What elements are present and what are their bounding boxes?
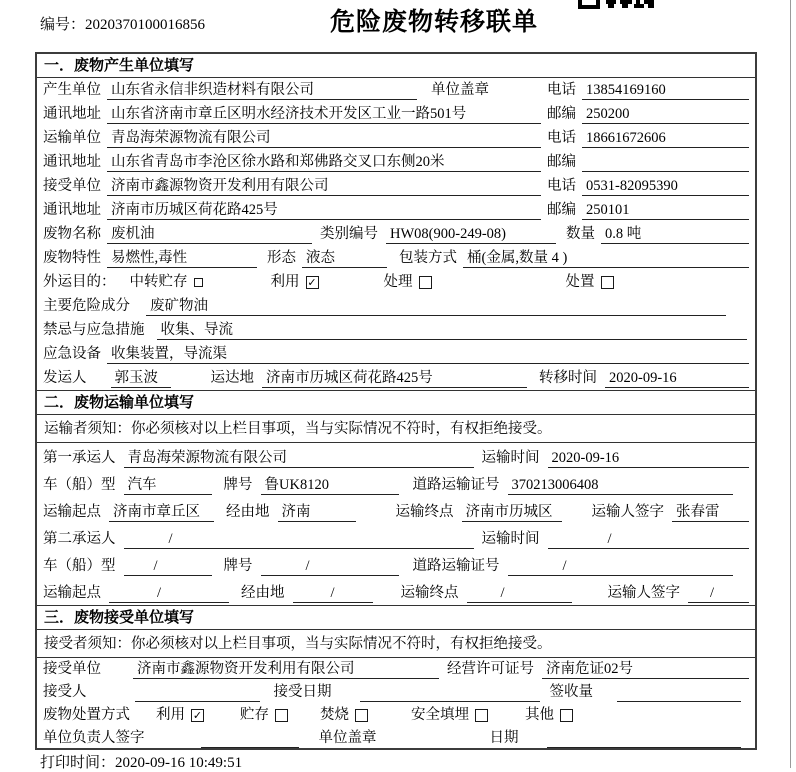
checkbox-label: 利用: [156, 707, 185, 723]
print-time-value: 2020-09-16 10:49:51: [115, 755, 243, 771]
form-row: [37, 470, 755, 497]
field-value: 青岛海荣源物流有限公司: [124, 448, 474, 468]
field-value-blank: [360, 682, 540, 702]
form-section: [37, 390, 755, 605]
checkbox-unchecked-icon: [275, 709, 288, 722]
field-label: 运输时间: [481, 450, 540, 466]
form-row: [37, 150, 755, 174]
field-label: 签收量: [549, 684, 593, 700]
checkbox-label: 其他: [525, 707, 554, 723]
field-label: 电话: [547, 178, 576, 194]
form-section: [37, 605, 755, 750]
checkbox-label: 处置: [565, 274, 595, 290]
doc-number-label: 编号：: [40, 17, 86, 33]
field-value: /: [467, 583, 572, 603]
field-value: /: [293, 583, 373, 603]
field-label: 邮编: [547, 202, 576, 218]
field-label: 道路运输证号: [412, 477, 500, 493]
form-row: [37, 246, 755, 270]
form-row: [37, 497, 755, 524]
field-label: 运输时间: [481, 531, 540, 547]
field-value: /: [261, 556, 399, 576]
checkbox-label: 贮存: [240, 707, 269, 723]
field-value: 收集装置，导流渠: [107, 344, 749, 364]
field-value: 济南市历城区荷花路425号: [262, 368, 527, 388]
form-row: [37, 366, 755, 390]
field-label: 接受人: [43, 684, 87, 700]
form-row: [37, 78, 755, 102]
field-value: 2020-09-16: [548, 448, 750, 468]
field-label: 单位盖章: [431, 82, 489, 98]
print-time-label: 打印时间：: [40, 755, 116, 771]
field-label: 形态: [267, 250, 296, 266]
checkbox-label: 处理: [383, 274, 413, 290]
field-value: 370213006408: [508, 475, 733, 495]
field-value: 0.8 吨: [601, 224, 749, 244]
form-row: [37, 198, 755, 222]
field-label: 电话: [547, 82, 576, 98]
form-row: [37, 443, 755, 470]
field-label: 电话: [547, 130, 576, 146]
field-value: 0531-82095390: [582, 176, 749, 196]
checkbox-option: [240, 705, 288, 725]
field-label: 日期: [489, 730, 519, 746]
field-label: 经营许可证号: [447, 661, 534, 677]
doc-number: [40, 13, 205, 34]
form-row: [37, 551, 755, 578]
field-value: /: [124, 556, 212, 576]
field-value: 桶(金属,数量 4 ): [463, 248, 749, 268]
field-value-blank: [547, 728, 742, 748]
field-value: /: [548, 529, 750, 549]
section-title: 二．废物运输单位填写: [37, 391, 755, 415]
form-row: [37, 342, 755, 366]
field-value: 济南: [278, 502, 356, 522]
section-notice: 运输者须知：你必须核对以上栏目事项，当与实际情况不符时，有权拒绝接受。: [37, 415, 755, 443]
field-label: 废物特性: [43, 250, 101, 266]
checkbox-option: [411, 705, 488, 725]
form-row: [37, 578, 755, 605]
field-value: /: [688, 583, 749, 603]
field-label: 第一承运人: [43, 450, 116, 466]
field-label: 接受日期: [273, 684, 332, 700]
field-label: 运输人签字: [591, 504, 664, 520]
form-row: [37, 126, 755, 150]
field-value: 13854169160: [582, 80, 749, 100]
field-label: 单位负责人签字: [43, 730, 145, 746]
field-value: 18661672606: [582, 128, 749, 148]
field-value: 废机油: [107, 224, 312, 244]
field-label: 运输终点: [400, 585, 459, 601]
field-label: 运输起点: [43, 585, 101, 601]
form-row: [37, 270, 755, 294]
qr-code-fragment-icon: [578, 0, 654, 10]
checkbox-unchecked-icon: [560, 709, 573, 722]
form-section: [37, 54, 755, 390]
field-label: 产生单位: [43, 82, 101, 98]
section-title: 三．废物接受单位填写: [37, 606, 755, 630]
field-label: 数量: [566, 226, 595, 242]
field-value: 250101: [582, 200, 749, 220]
checkbox-unchecked-icon: [194, 278, 203, 287]
form-row: [37, 294, 755, 318]
checkbox-label: 安全填埋: [411, 707, 469, 723]
field-value: 2020-09-16: [605, 368, 749, 388]
form-row: [37, 174, 755, 198]
field-label: 主要危险成分: [43, 298, 130, 314]
checkbox-unchecked-icon: [355, 709, 368, 722]
field-label: 类别编号: [320, 226, 378, 242]
field-value: 易燃性,毒性: [107, 248, 257, 268]
checkbox-label: 利用: [270, 274, 300, 290]
field-label: 邮编: [547, 106, 576, 122]
field-value: 山东省永信非织造材料有限公司: [107, 80, 417, 100]
field-value: 济南市历城区荷花路425号: [107, 200, 541, 220]
checkbox-option: [271, 272, 319, 292]
field-value-blank: [135, 682, 260, 702]
field-value: 250200: [582, 104, 749, 124]
checkbox-option: [130, 272, 203, 292]
checkbox-checked-icon: ✓: [192, 708, 203, 722]
checkbox-option: [566, 272, 614, 292]
section-title: 一．废物产生单位填写: [37, 54, 755, 78]
page-edge-line: [790, 0, 791, 768]
doc-number-value: 2020370100016856: [85, 17, 206, 33]
field-label: 运输起点: [43, 504, 101, 520]
form-row: [37, 704, 755, 727]
field-label: 车（船）型: [43, 558, 116, 574]
field-label: 第二承运人: [43, 531, 116, 547]
field-label: 通讯地址: [43, 154, 101, 170]
field-label: 转移时间: [539, 370, 597, 386]
form-row: [37, 222, 755, 246]
field-label: 牌号: [223, 558, 253, 574]
print-time: [40, 751, 242, 772]
field-value: 郭玉波: [111, 368, 171, 388]
checkbox-unchecked-icon: [475, 709, 488, 722]
checkbox-option: [320, 705, 368, 725]
field-value: 济南危证02号: [542, 659, 749, 679]
field-label: 运输单位: [43, 130, 101, 146]
form-row: [37, 727, 755, 750]
field-label: 包装方式: [399, 250, 457, 266]
field-value: 青岛海荣源物流有限公司: [107, 128, 541, 148]
field-value: /: [508, 556, 733, 576]
checkbox-unchecked-icon: [601, 276, 614, 289]
field-label: 通讯地址: [43, 202, 101, 218]
form-row: [37, 658, 755, 681]
form-row: [37, 102, 755, 126]
checkbox-option: [156, 705, 204, 725]
field-value: 废矿物油: [146, 296, 726, 316]
field-label: 接受单位: [43, 661, 101, 677]
field-label: 运输终点: [395, 504, 454, 520]
form-row: [37, 318, 755, 342]
field-value: 山东省济南市章丘区明水经济技术开发区工业一路501号: [107, 104, 541, 124]
field-value: 济南市章丘区: [109, 502, 214, 522]
field-label: 应急设备: [43, 346, 101, 362]
checkbox-label: 中转贮存: [129, 274, 188, 290]
checkbox-checked-icon: ✓: [307, 275, 317, 289]
field-label: 邮编: [547, 154, 576, 170]
field-label: 牌号: [223, 477, 253, 493]
checkbox-unchecked-icon: [419, 276, 432, 289]
field-value-blank: [582, 152, 749, 172]
field-label: 外运目的：: [43, 274, 116, 290]
form-table: [35, 52, 757, 750]
checkbox-label: 焚烧: [320, 707, 349, 723]
field-value: 济南市历城区: [462, 502, 562, 522]
field-label: 废物处置方式: [43, 707, 130, 723]
section-notice: 接受者须知：你必须核对以上栏目事项，当与实际情况不符时，有权拒绝接受。: [37, 630, 755, 658]
field-label: 接受单位: [43, 178, 101, 194]
field-value: 济南市鑫源物资开发利用有限公司: [133, 659, 439, 679]
field-value: 张春雷: [672, 502, 749, 522]
field-value: 山东省青岛市李沧区徐水路和郑佛路交叉口东侧20米: [107, 152, 541, 172]
checkbox-option: [525, 705, 573, 725]
field-value-blank: [201, 728, 299, 748]
field-value: 收集、导流: [157, 320, 747, 340]
field-value: 鲁UK8120: [261, 475, 399, 495]
field-label: 发运人: [43, 370, 87, 386]
form-row: [37, 681, 755, 704]
page-title: 危险废物转移联单: [330, 9, 539, 36]
field-label: 道路运输证号: [412, 558, 500, 574]
field-label: 运输人签字: [607, 585, 680, 601]
field-value: 液态: [302, 248, 387, 268]
field-label: 经由地: [226, 504, 270, 520]
field-value: 济南市鑫源物资开发利用有限公司: [107, 176, 541, 196]
field-label: 车（船）型: [43, 477, 116, 493]
field-value: /: [109, 583, 229, 603]
checkbox-option: [384, 272, 432, 292]
field-label: 禁忌与应急措施: [43, 322, 145, 338]
field-value: /: [124, 529, 474, 549]
field-value: 汽车: [124, 475, 212, 495]
field-value-blank: [617, 682, 741, 702]
field-label: 单位盖章: [318, 730, 377, 746]
field-label: 通讯地址: [43, 106, 101, 122]
form-row: [37, 524, 755, 551]
field-value: HW08(900-249-08): [386, 224, 556, 244]
field-label: 经由地: [241, 585, 285, 601]
field-label: 废物名称: [43, 226, 101, 242]
field-label: 运达地: [210, 370, 254, 386]
